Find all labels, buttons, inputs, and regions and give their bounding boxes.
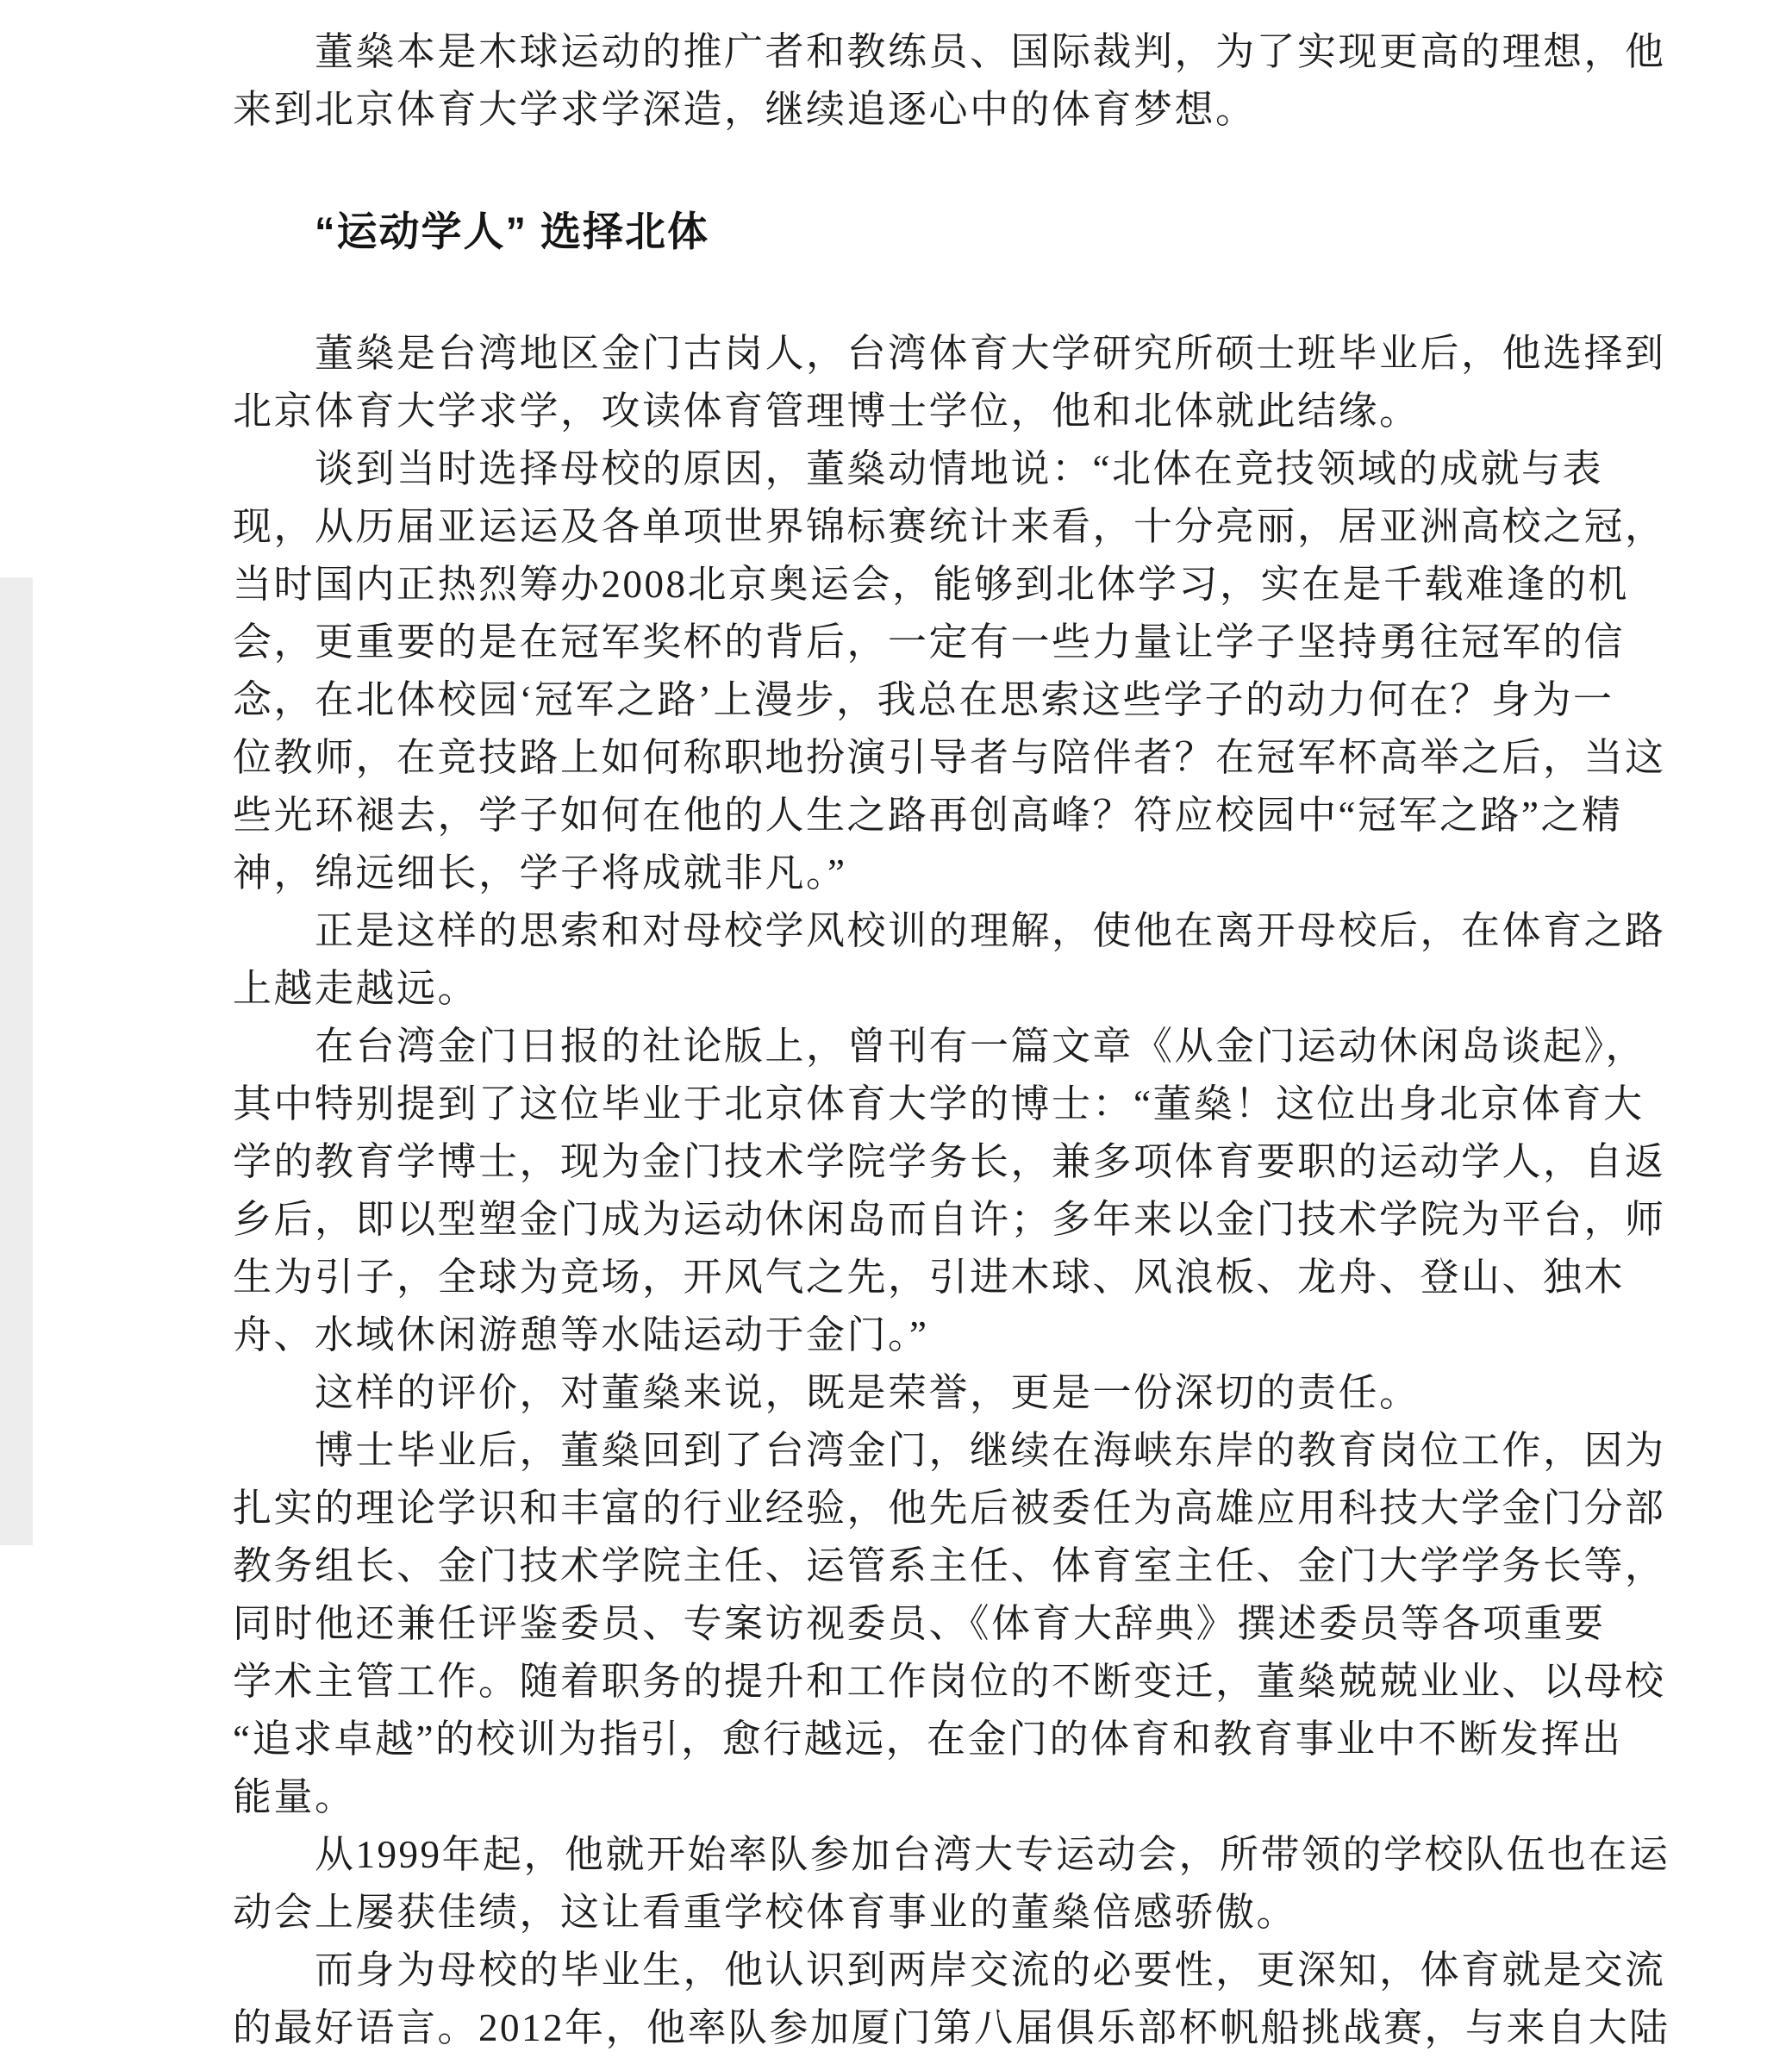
- text-line: 当时国内正热烈筹办2008北京奥运会，能够到北体学习，实在是千载难逢的机: [233, 563, 1630, 606]
- text-line: 上越走越远。: [233, 967, 479, 1010]
- text-line: 其中特别提到了这位毕业于北京体育大学的博士：“董燊！这位出身北京体育大: [233, 1082, 1645, 1125]
- text-line: 动会上屡获佳绩，这让看重学校体育事业的董燊倍感骄傲。: [233, 1891, 1298, 1934]
- text-line: 的最好语言。2012年，他率队参加厦门第八届俱乐部杯帆船挑战赛，与来自大陆: [233, 2006, 1670, 2049]
- text-line: 些光环褪去，学子如何在他的人生之路再创高峰？符应校园中“冠军之路”之精: [233, 794, 1623, 837]
- text-line: 扎实的理论学识和丰富的行业经验，他先后被委任为高雄应用科技大学金门分部: [233, 1487, 1666, 1530]
- text-line: 正是这样的思索和对母校学风校训的理解，使他在离开母校后，在体育之路: [315, 909, 1666, 952]
- text-line: 而身为母校的毕业生，他认识到两岸交流的必要性，更深知，体育就是交流: [315, 1948, 1666, 1992]
- text-line: 念，在北体校园‘冠军之路’上漫步，我总在思索这些学子的动力何在？身为一: [233, 678, 1614, 721]
- text-line: 董燊是台湾地区金门古岗人，台湾体育大学研究所硕士班毕业后，他选择到: [315, 332, 1666, 375]
- text-line: 博士毕业后，董燊回到了台湾金门，继续在海峡东岸的教育岗位工作，因为: [315, 1429, 1666, 1472]
- page-margin-strip: [0, 577, 33, 1545]
- text-line: 现，从历届亚运运及各单项世界锦标赛统计来看，十分亮丽，居亚洲高校之冠，: [233, 505, 1666, 548]
- text-line: 从1999年起，他就开始率队参加台湾大专运动会，所带领的学校队伍也在运: [315, 1833, 1670, 1876]
- text-line: 北京体育大学求学，攻读体育管理博士学位，他和北体就此结缘。: [233, 390, 1420, 433]
- text-line: 乡后，即以型塑金门成为运动休闲岛而自许；多年来以金门技术学院为平台，师: [233, 1198, 1666, 1241]
- text-line: 教务组长、金门技术学院主任、运管系主任、体育室主任、金门大学学务长等，: [233, 1544, 1666, 1587]
- text-line: 谈到当时选择母校的原因，董燊动情地说：“北体在竞技领域的成就与表: [315, 447, 1603, 490]
- section-heading: “运动学人” 选择北体: [315, 209, 710, 254]
- text-line: 能量。: [233, 1775, 356, 1818]
- text-line: 来到北京体育大学求学深造，继续追逐心中的体育梦想。: [233, 88, 1257, 131]
- text-line: 同时他还兼任评鉴委员、专案访视委员、《体育大辞典》撰述委员等各项重要: [233, 1602, 1606, 1645]
- text-line: 生为引子，全球为竞场，开风气之先，引进木球、风浪板、龙舟、登山、独木: [233, 1256, 1626, 1299]
- text-line: 神，绵远细长，学子将成就非凡。”: [233, 851, 847, 895]
- text-line: 舟、水域休闲游憩等水陆运动于金门。”: [233, 1313, 929, 1356]
- text-column: [233, 23, 1689, 2057]
- text-line: 学的教育学博士，现为金门技术学院学务长，兼多项体育要职的运动学人，自返: [233, 1140, 1666, 1183]
- text-line: 董燊本是木球运动的推广者和教练员、国际裁判，为了实现更高的理想，他: [315, 30, 1666, 73]
- text-line: 会，更重要的是在冠军奖杯的背后，一定有一些力量让学子坚持勇往冠军的信: [233, 620, 1626, 664]
- text-line: 这样的评价，对董燊来说，既是荣誉，更是一份深切的责任。: [315, 1371, 1420, 1414]
- text-line: “追求卓越”的校训为指引，愈行越远，在金门的体育和教育事业中不断发挥出: [233, 1718, 1623, 1761]
- text-line: 位教师，在竞技路上如何称职地扮演引导者与陪伴者？在冠军杯高举之后，当这: [233, 736, 1666, 779]
- text-line: 学术主管工作。随着职务的提升和工作岗位的不断变迁，董燊兢兢业业、以母校: [233, 1660, 1666, 1703]
- text-line: 在台湾金门日报的社论版上，曾刊有一篇文章《从金门运动休闲岛谈起》，: [315, 1025, 1647, 1068]
